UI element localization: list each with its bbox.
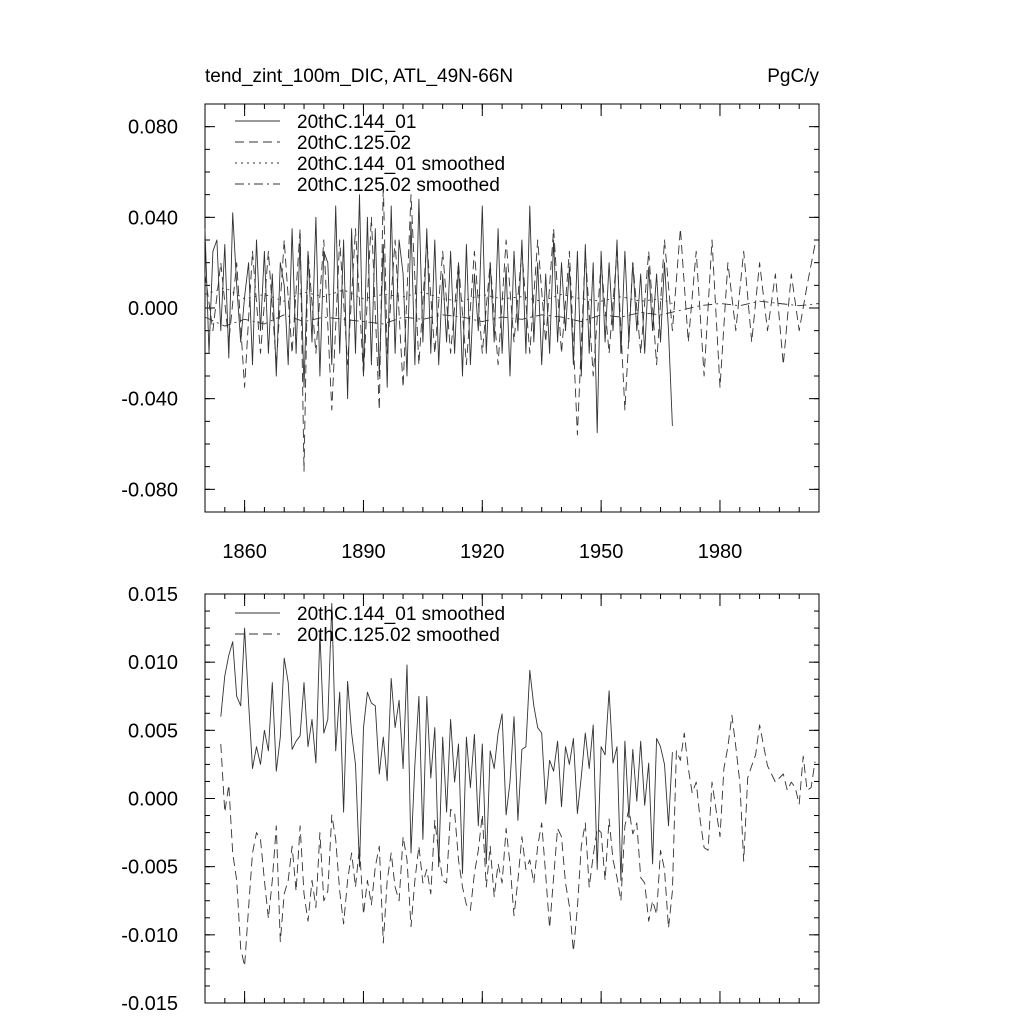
y-tick-label: 0.005 bbox=[127, 720, 178, 743]
x-tick-label: 1920 bbox=[460, 541, 505, 563]
y-tick-label: 0.080 bbox=[127, 116, 178, 139]
top-panel bbox=[121, 66, 819, 563]
chart-units: PgC/y bbox=[767, 66, 819, 87]
series-line-20thc-125-02-smoothed bbox=[221, 715, 815, 966]
legend-label: 20thC.125.02 bbox=[297, 133, 412, 154]
y-tick-label: -0.015 bbox=[121, 993, 178, 1015]
x-tick-label: 1980 bbox=[697, 541, 743, 563]
y-tick-label: -0.080 bbox=[121, 479, 178, 502]
y-tick-label: 0.040 bbox=[127, 207, 178, 230]
bottom-panel bbox=[121, 584, 819, 1015]
series-line-20thc-125-02 bbox=[205, 183, 815, 471]
y-tick-label: 0.000 bbox=[127, 298, 178, 320]
x-tick-label: 1860 bbox=[222, 541, 267, 563]
y-tick-label: -0.005 bbox=[121, 856, 178, 879]
y-tick-label: 0.010 bbox=[127, 652, 178, 675]
legend-label: 20thC.144_01 smoothed bbox=[297, 604, 506, 625]
y-tick-label: 0.000 bbox=[127, 788, 178, 811]
plot-frame bbox=[205, 594, 819, 1003]
series-line-20thc-144-01 bbox=[205, 195, 672, 433]
chart-title: tend_zint_100m_DIC, ATL_49N-66N bbox=[205, 66, 514, 87]
legend-label: 20thC.125.02 smoothed bbox=[297, 625, 500, 646]
y-tick-label: -0.010 bbox=[121, 924, 178, 947]
y-tick-label: 0.015 bbox=[127, 584, 178, 606]
legend-label: 20thC.144_01 bbox=[297, 112, 417, 133]
y-tick-label: -0.040 bbox=[121, 388, 178, 411]
x-tick-label: 1950 bbox=[578, 541, 624, 563]
legend-label: 20thC.144_01 smoothed bbox=[297, 154, 506, 175]
x-tick-label: 1890 bbox=[341, 541, 386, 563]
legend-label: 20thC.125.02 smoothed bbox=[297, 175, 500, 196]
